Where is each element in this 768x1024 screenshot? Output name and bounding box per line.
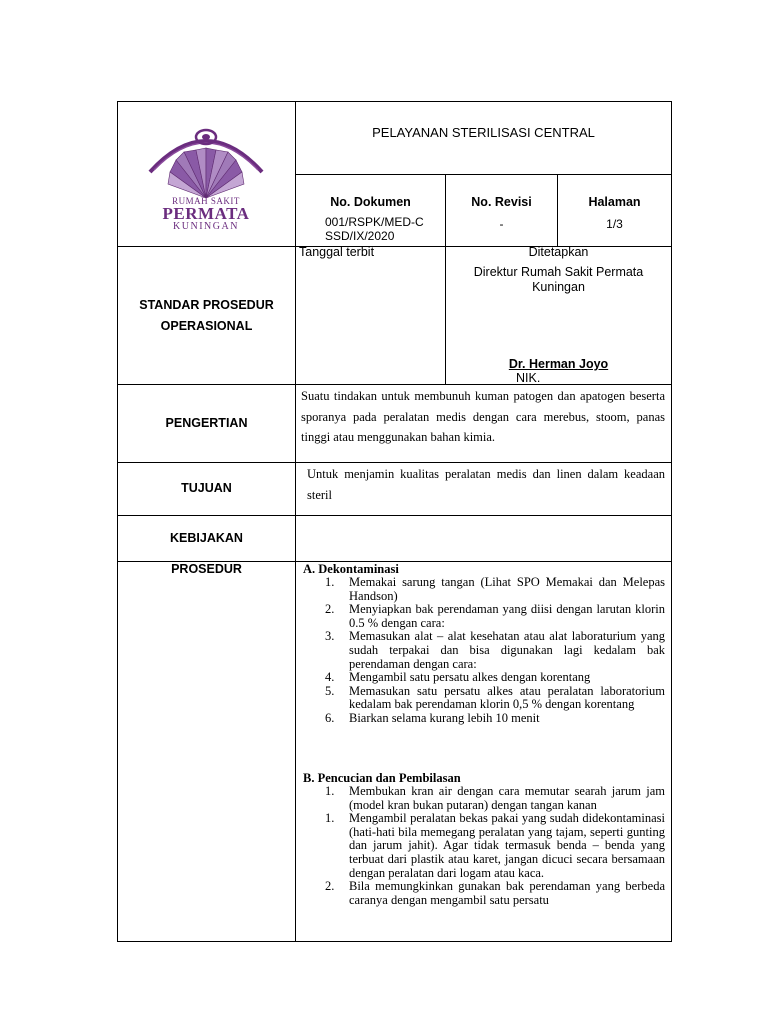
procedure-step [303, 576, 665, 603]
step-number: 3. [325, 629, 335, 644]
nik-label: NIK. [516, 371, 541, 385]
step-number: 6. [325, 710, 335, 725]
doc-number-value: 001/RSPK/MED-CSSD/IX/2020 [325, 215, 424, 243]
procedure-step [303, 812, 665, 880]
section-b-steps [303, 785, 665, 907]
step-number: 1. [325, 811, 335, 826]
step-text: Memasukan satu persatu alkes atau peralatan laboratorium kedalam bak perendaman klorin 0,5 % dengan korentang [349, 683, 665, 712]
prosedur-label: PROSEDUR [171, 562, 242, 576]
step-number: 2. [325, 602, 335, 617]
page-label: Halaman [588, 195, 641, 209]
spo-title-line-1: STANDAR PROSEDUR [139, 298, 274, 312]
procedure-step [303, 630, 665, 671]
signatory-name: Dr. Herman Joyo [508, 357, 609, 371]
spo-title-line-2: OPERASIONAL [160, 319, 253, 333]
step-text: Biarkan selama kurang lebih 10 menit [349, 710, 540, 725]
step-text: Memakai sarung tangan (Lihat SPO Memakai dan Melepas Handson) [349, 575, 665, 603]
table-border-bottom [117, 941, 672, 942]
step-text: Bila memungkinkan gunakan bak perendaman yang berbeda caranya dengan mengambil satu persatu [349, 879, 665, 907]
procedure-step [303, 685, 665, 712]
step-number: 4. [325, 670, 335, 685]
director-title: Direktur Rumah Sakit Permata Kuningan [473, 265, 644, 294]
tujuan-row-divider [117, 515, 672, 516]
procedure-step [303, 712, 665, 726]
step-text: Mengambil peralatan bekas pakai yang sudah didekontaminasi (hati-hati bila memegang peralatan yang tajam, seperti gunting dan jarum jahit). Agar tidak termasuk benda – benda yang terbuat dari plastik atau karet, jangan dicuci secara bersamaan dengan peralatan dari logam atau kaca. [349, 811, 665, 880]
document-title: PELAYANAN STERILISASI CENTRAL [372, 125, 595, 140]
procedure-step [303, 880, 665, 907]
column-divider [295, 101, 296, 942]
pengertian-text: Suatu tindakan untuk membunuh kuman patogen dan apatogen beserta sporanya pada peralatan medis dengan cara merebus, stoom, panas tinggi atau menggunakan bahan kimia. [301, 389, 665, 444]
page-value: 1/3 [606, 217, 623, 231]
step-number: 1. [325, 785, 335, 798]
issue-date-label: Tanggal terbit [299, 245, 375, 259]
table-border-right [671, 101, 672, 942]
pengertian-label: PENGERTIAN [165, 416, 248, 430]
step-number: 1. [325, 575, 335, 589]
step-text: Menyiapkan bak perendaman yang diisi dengan larutan klorin 0.5 % dengan cara: [349, 602, 665, 630]
hospital-logo [140, 112, 272, 240]
logo-line-3: KUNINGAN [173, 221, 239, 232]
spo-row-divider [117, 384, 672, 385]
step-number: 5. [325, 683, 335, 698]
spo-title [118, 295, 295, 337]
revision-page-divider [557, 174, 558, 247]
established-label: Ditetapkan [528, 245, 589, 259]
procedure-step [303, 603, 665, 630]
table-border-left [117, 101, 118, 942]
table-border-top [117, 101, 672, 102]
pengertian-row-divider [117, 462, 672, 463]
step-text: Memasukan alat – alat kesehatan atau alat laboraturium yang sudah terpakai dan bisa digunakan lagi kedalam bak perendaman dengan cara: [349, 629, 665, 671]
procedure-step [303, 785, 665, 812]
tujuan-label: TUJUAN [181, 481, 232, 495]
section-a-heading: A. Dekontaminasi [303, 562, 399, 576]
section-a-steps [303, 576, 665, 726]
kebijakan-label: KEBIJAKAN [170, 531, 243, 545]
tujuan-text: Untuk menjamin kualitas peralatan medis dan linen dalam keadaan steril [307, 467, 665, 502]
doc-revision-divider [445, 174, 446, 247]
title-row-divider [295, 174, 672, 175]
section-b-heading: B. Pencucian dan Pembilasan [303, 771, 461, 785]
revision-label: No. Revisi [471, 195, 532, 209]
step-text: Membukan kran air dengan cara memutar searah jarum jam (model kran bukan putaran) dengan tangan kanan [349, 785, 665, 812]
step-number: 2. [325, 879, 335, 894]
revision-value: - [499, 217, 504, 231]
procedure-step [303, 671, 665, 685]
logo-line-1: RUMAH SAKIT [172, 196, 240, 206]
logo-line-2: PERMATA [162, 204, 250, 223]
doc-number-label: No. Dokumen [330, 195, 411, 209]
step-text: Mengambil satu persatu alkes dengan korentang [349, 670, 591, 685]
section-b-clip [303, 785, 665, 941]
